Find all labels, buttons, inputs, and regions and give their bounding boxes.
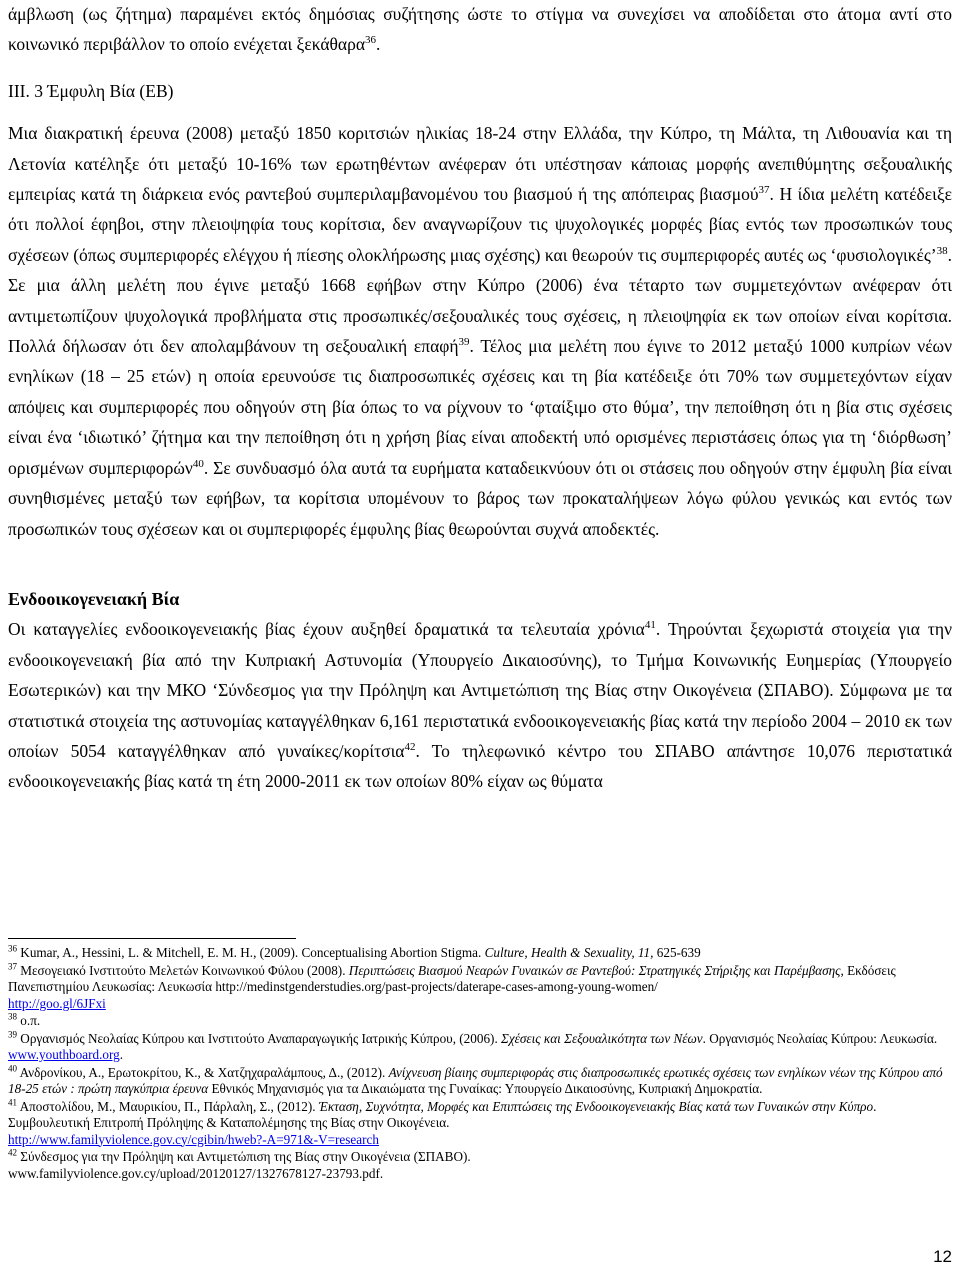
footnote-link[interactable]: http://www.familyviolence.gov.cy/cgibin/hweb?-A=971&-V=research [8, 1131, 379, 1147]
footnote-text: Σύνδεσμος για την Πρόληψη και Αντιμετώπιση της Βίας στην Οικογένεια (ΣΠΑΒΟ). [20, 1149, 471, 1164]
domestic-section [8, 584, 952, 797]
document-page [8, 0, 952, 797]
footnote-number: 41 [8, 1097, 17, 1108]
footnote-ref-41[interactable]: 41 [644, 619, 656, 632]
page-number: 12 [933, 1247, 952, 1266]
footnote-ref-40[interactable]: 40 [192, 457, 204, 470]
footnote-number: 37 [8, 961, 17, 972]
domestic-text-2: . Τηρούνται ξεχωριστά στοιχεία για την ενδοοικογενειακή βία από την Κυπριακή Αστυνομία (Υπουργείο Δικαιοσύνης), το Τμήμα Κοινωνικής Ευημερίας (Υπουργείο Εσωτερικών) και την ΜΚΟ ‘Σύνδεσμος για την Πρόληψη και Αντιμετώπιση της Βίας στην Οικογένεια (ΣΠΑΒΟ). Σύμφωνα με τα στατιστικά στοιχεία της αστυνομίας καταγγέλθηκαν 6,161 περιστατικά ενδοοικογενειακής βίας κατά την περίοδο 2004 – 2010 εκ των οποίων 5054 καταγγέλθηκαν από γυναίκες/κορίτσια [8, 619, 952, 761]
footnote-italic: Ανίχνευση βίαιης συμπεριφοράς στις διαπροσωπικές ερωτικές σχέσεις των ενηλίκων νέων της Κύπρου από 18-25 ετών : πρώτη παγκύπρια έρευνα [8, 1064, 943, 1096]
footnote-text: , Εκδόσεις Πανεπιστημίου Λευκωσίας: Λευκωσία http://medinstgenderstudies.org/past-projects/daterape-cases-among-young-women/ [8, 962, 896, 994]
footnote-36 [8, 945, 952, 962]
footnote-text: Εθνικός Μηχανισμός για τα Δικαιώματα της Γυναίκας: Υπουργείο Δικαιοσύνης, Κυπριακή Δημοκρατία. [211, 1081, 763, 1096]
footnote-38 [8, 1013, 952, 1030]
domestic-paragraph [8, 614, 952, 796]
intro-paragraph [8, 0, 952, 60]
footnote-ref-42[interactable]: 42 [404, 741, 416, 754]
footnote-divider [8, 938, 296, 939]
footnote-text: . [119, 1047, 124, 1062]
footnote-link[interactable]: www.youthboard.org [8, 1047, 120, 1062]
footnote-40 [8, 1065, 952, 1098]
footnote-text: 625-639 [656, 945, 701, 960]
eb-text-4: . Τέλος μια μελέτη που έγινε το 2012 μεταξύ 1000 κυπρίων νέων ενηλίκων (18 – 25 ετών) η οποία ερευνούσε τις διαπροσωπικές σχέσεις και τη βία κατέδειξε ότι 70% των συμμετεχόντων είχαν απόψεις και συμπεριφορές που οδηγούν στη βία όπως το να ρίχνουν το ‘φταίξιμο στο θύμα’, την πεποίθηση ότι η βία στις σχέσεις είναι ένα ‘ιδιωτικό’ ζήτημα και την πεποίθηση ότι η χρήση βίας είναι αποδεκτή υπό ορισμένες περιστάσεις όπως για τη ‘διόρθωση’ ορισμένων συμπεριφορών [8, 336, 952, 478]
footnote-text: ο.π. [20, 1013, 41, 1028]
footnote-text: . Συμβουλευτική Επιτροπή Πρόληψης & Καταπολέμησης της Βίας στην Οικογένεια. [8, 1098, 877, 1130]
footnotes [8, 938, 952, 1183]
footnote-text: Αποστολίδου, Μ., Μαυρικίου, Π., Πάρλαλη, Σ., (2012). [19, 1098, 316, 1114]
footnote-number: 42 [8, 1147, 17, 1158]
footnote-number: 40 [8, 1063, 17, 1074]
footnote-italic: Περιπτώσεις Βιασμού Νεαρών Γυναικών σε Ραντεβού: Στρατηγικές Στήριξης και Παρέμβασης [348, 962, 841, 978]
eb-text-3: . Σε μια άλλη μελέτη που έγινε μεταξύ 1668 εφήβων στην Κύπρο (2006) ένα τέταρτο των συμμετεχόντων ανέφεραν ότι αντιμετωπίζουν ψυχολογικά προβλήματα στις προσωπικές/σεξουαλικές τους σχέσεις, η πλειοψηφία εκ των οποίων είναι κορίτσια. Πολλά δήλωσαν ότι δεν απολαμβάνουν τη σεξουαλική επαφή [8, 244, 952, 357]
footnote-39 [8, 1031, 952, 1064]
footnote-37 [8, 963, 952, 1013]
footnote-italic: Σχέσεις και Σεξουαλικότητα των Νέων [501, 1030, 703, 1046]
footnote-ref-39[interactable]: 39 [458, 336, 470, 349]
footnote-41 [8, 1099, 952, 1149]
footnote-italic: Culture, Health & Sexuality, 11, [484, 945, 654, 960]
footnote-number: 36 [8, 943, 17, 954]
footnote-ref-38[interactable]: 38 [936, 245, 948, 258]
footnote-ref-36[interactable]: 36 [364, 34, 376, 47]
domestic-text-3: . Το τηλεφωνικό κέντρο του ΣΠΑΒΟ απάντησε 10,076 περιστατικά ενδοοικογενειακής βίας κατά τη έτη 2000-2011 εκ των οποίων 80% είχαν ως θύματα [8, 740, 952, 792]
intro-text-end: . [375, 34, 381, 55]
footnote-number: 39 [8, 1029, 17, 1040]
footnote-number: 38 [8, 1011, 17, 1022]
footnote-text: Kumar, A., Hessini, L. & Mitchell, E. M. H., (2009). Conceptualising Abortion Stigma. [20, 945, 482, 960]
footnote-link[interactable]: http://goo.gl/6JFxi [8, 995, 106, 1011]
eb-text-2: . Η ίδια μελέτη κατέδειξε ότι πολλοί έφηβοι, στην πλειοψηφία τους κορίτσια, δεν αναγνωρίζουν τις ψυχολογικές μορφές βίας εντός των προσωπικών τους σχέσεων (όπως συμπεριφορές ελέγχου ή πίεσης ολοκλήρωσης μιας σχέσης) και θεωρούν τις συμπεριφορές αυτές ως ‘φυσιολογικές’ [8, 184, 953, 265]
eb-text-1: Μια διακρατική έρευνα (2008) μεταξύ 1850 κοριτσιών ηλικίας 18-24 στην Ελλάδα, την Κύπρο, τη Μάλτα, τη Λιθουανία και τη Λετονία κατέληξε ότι μεταξύ 10-16% των ερωτηθέντων ανέφεραν ότι υπέστησαν κάποιας μορφής ανεπιθύμητης σεξουαλικής εμπειρίας κατά τη διάρκεια ενός ραντεβού συμπεριλαμβανομένου του βιασμού ή της απόπειρας βιασμού [8, 123, 952, 205]
footnote-text: Μεσογειακό Ινστιτούτο Μελετών Κοινωνικού Φύλου (2008). [20, 962, 346, 978]
footnote-italic: Έκταση, Συχνότητα, Μορφές και Επιπτώσεις της Ενδοοικογενειακής Βίας κατά των Γυναικών στην Κύπρο [318, 1098, 874, 1114]
footnote-text: www.familyviolence.gov.cy/upload/20120127/1327678127-23793.pdf. [8, 1165, 384, 1181]
eb-paragraph [8, 118, 952, 544]
footnote-text: Ανδρονίκου, Α., Ερωτοκρίτου, Κ., & Χατζηχαραλάμπους, Δ., (2012). [19, 1064, 386, 1080]
eb-text-5: . Σε συνδυασμό όλα αυτά τα ευρήματα καταδεικνύουν ότι οι στάσεις που οδηγούν στην έμφυλη βία είναι συνηθισμένες μεταξύ των εφήβων, τα κορίτσια υπομένουν το βάρος των προκαταλήψεων λόγω φύλου γενικώς και εντός των προσωπικών τους σχέσεων και οι συμπεριφορές έμφυλης βίας θεωρούνται συχνά αποδεκτές. [8, 457, 953, 539]
main-text [8, 0, 952, 797]
intro-text: άμβλωση (ως ζήτημα) παραμένει εκτός δημόσιας συζήτησης ώστε το στίγμα να συνεχίσει να αποδίδεται στο άτομα αντί στο κοινωνικό περιβάλλον το οποίο ενέχεται ξεκάθαρα [8, 4, 952, 55]
domestic-text-1: Οι καταγγελίες ενδοοικογενειακής βίας έχουν αυξηθεί δραματικά τα τελευταία χρόνια [8, 619, 645, 640]
section-title: III. 3 Έμφυλη Βία (ΕΒ) [8, 80, 174, 101]
domestic-heading: Ενδοοικογενειακή Βία [8, 588, 180, 609]
footnote-42 [8, 1149, 952, 1182]
footnote-text: Οργανισμός Νεολαίας Κύπρου και Ινστιτούτο Αναπαραγωγικής Ιατρικής Κύπρου, (2006). [20, 1030, 498, 1046]
footnote-ref-37[interactable]: 37 [758, 184, 770, 197]
footnote-text: . Οργανισμός Νεολαίας Κύπρου: Λευκωσία. [702, 1030, 938, 1046]
